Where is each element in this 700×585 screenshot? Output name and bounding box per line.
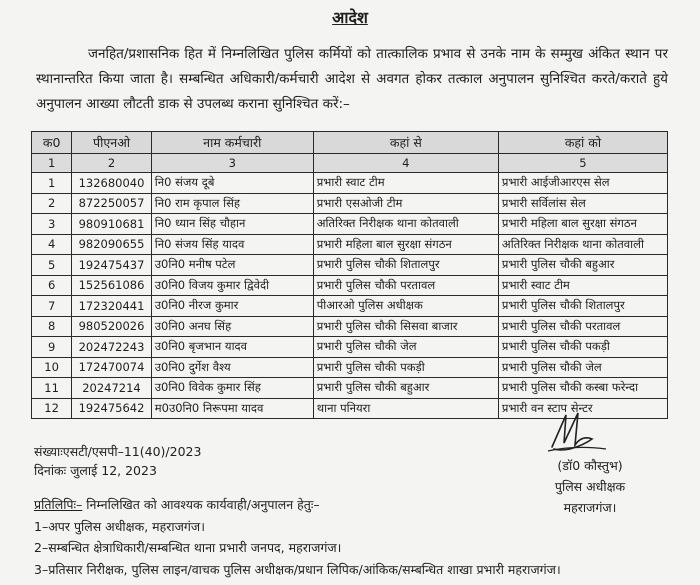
row-employee-name: नि0 संजय दूबे	[151, 173, 313, 194]
table-body	[32, 173, 668, 419]
row-pno: 202472243	[72, 337, 152, 358]
row-serial: 5	[32, 255, 72, 276]
row-serial: 1	[32, 173, 72, 194]
row-employee-name: उ0नि0 अनघ सिंह	[151, 316, 313, 337]
row-pno: 980910681	[72, 214, 152, 235]
table-row	[32, 193, 668, 214]
row-employee-name: उ0नि0 नीरज कुमार	[151, 296, 313, 317]
row-serial: 9	[32, 337, 72, 358]
row-from-post: थाना पनियरा	[313, 398, 498, 419]
row-to-post: प्रभारी वन स्टाप सेन्टर	[498, 398, 667, 419]
row-employee-name: नि0 ध्यान सिंह चौहान	[151, 214, 313, 235]
column-number: 2	[72, 154, 152, 173]
copy-item: 3–प्रतिसार निरीक्षक, पुलिस लाइन/वाचक पुलिस अधीक्षक/प्रधान लिपिक/आंकिक/सम्बन्धित शाखा प्रभारी महराजगंज।	[34, 561, 561, 577]
row-from-post: प्रभारी एसओजी टीम	[313, 193, 498, 214]
row-pno: 192475437	[72, 255, 152, 276]
row-pno: 172470074	[72, 357, 152, 378]
row-from-post: प्रभारी स्वाट टीम	[313, 173, 498, 194]
row-pno: 132680040	[72, 173, 152, 194]
signatory-designation: पुलिस अधीक्षक	[554, 479, 626, 494]
copy-heading-line	[34, 494, 561, 516]
row-to-post: प्रभारी पुलिस चौकी शितालपुर	[498, 296, 667, 317]
row-employee-name: उ0नि0 दुर्गेश वैश्य	[151, 357, 313, 378]
column-number: 5	[498, 154, 667, 173]
table-row	[32, 255, 668, 276]
row-from-post: प्रभारी महिला बाल सुरक्षा संगठन	[313, 234, 498, 255]
row-employee-name: नि0 राम कृपाल सिंह	[151, 193, 313, 214]
column-number: 1	[32, 154, 72, 173]
row-to-post: अतिरिक्त निरीक्षक थाना कोतवाली	[498, 234, 667, 255]
reference-number: संख्याःएसटी/एसपी–11(40)/2023	[34, 444, 202, 459]
row-from-post: प्रभारी पुलिस चौकी शितालपुर	[313, 255, 498, 276]
row-to-post: प्रभारी महिला बाल सुरक्षा संगठन	[498, 214, 667, 235]
table-row	[32, 357, 668, 378]
table-row	[32, 234, 668, 255]
table-row	[32, 214, 668, 235]
reference-block	[34, 442, 201, 480]
order-title: आदेश	[332, 8, 368, 27]
header-serial: क0	[32, 132, 72, 154]
table-row	[32, 296, 668, 317]
table-row	[32, 275, 668, 296]
reference-date: दिनांकः जुलाई 12, 2023	[34, 463, 157, 478]
table-header-row	[32, 132, 668, 154]
copy-to-block	[34, 494, 561, 580]
column-number: 3	[151, 154, 313, 173]
header-pno: पीएनओ	[72, 132, 152, 154]
row-to-post: प्रभारी पुलिस चौकी पकड़ी	[498, 337, 667, 358]
row-from-post: प्रभारी पुलिस चौकी बहुआर	[313, 378, 498, 399]
header-name: नाम कर्मचारी	[151, 132, 313, 154]
row-serial: 4	[32, 234, 72, 255]
row-pno: 20247214	[72, 378, 152, 399]
row-employee-name: म0उ0नि0 निरूपमा यादव	[151, 398, 313, 419]
signatory-place: महराजगंज।	[563, 500, 617, 515]
row-from-post: अतिरिक्त निरीक्षक थाना कोतवाली	[313, 214, 498, 235]
header-to: कहां को	[498, 132, 667, 154]
row-to-post: प्रभारी सर्विलांस सेल	[498, 193, 667, 214]
handwritten-signature	[530, 405, 620, 455]
row-serial: 2	[32, 193, 72, 214]
row-employee-name: उ0नि0 विजय कुमार द्विवेदी	[151, 275, 313, 296]
row-serial: 10	[32, 357, 72, 378]
table-number-row	[32, 154, 668, 173]
column-number: 4	[313, 154, 498, 173]
transfer-table	[31, 131, 668, 419]
row-employee-name: नि0 संजय सिंह यादव	[151, 234, 313, 255]
row-to-post: प्रभारी पुलिस चौकी परतावल	[498, 316, 667, 337]
row-pno: 980520026	[72, 316, 152, 337]
row-serial: 3	[32, 214, 72, 235]
row-from-post: प्रभारी पुलिस चौकी जेल	[313, 337, 498, 358]
copy-heading: प्रतिलिपिः–	[34, 497, 83, 512]
row-serial: 8	[32, 316, 72, 337]
row-employee-name: उ0नि0 विवेक कुमार सिंह	[151, 378, 313, 399]
intro-paragraph: जनहित/प्रशासनिक हित में निम्नलिखित पुलिस कर्मियों को तात्कालिक प्रभाव से उनके नाम के सम्मुख अंकित स्थान पर स्थानान्तरित किया जाता है। सम्बन्धित अधिकारी/कर्मचारी आदेश से अवगत होकर तत्काल अनुपालन सुनिश्चित करते/कराते हुये अनुपालन आख्या लौटती डाक से उपलब्ध कराना सुनिश्चित करें:–	[36, 46, 668, 112]
copy-item: 1–अपर पुलिस अधीक्षक, महराजगंज।	[34, 518, 205, 534]
row-pno: 172320441	[72, 296, 152, 317]
row-from-post: पीआरओ पुलिस अधीक्षक	[313, 296, 498, 317]
table-row	[32, 378, 668, 399]
copy-item: 2–सम्बन्धित क्षेत्राधिकारी/सम्बन्धित थाना प्रभारी जनपद, महराजगंज।	[34, 540, 342, 555]
table-row	[32, 173, 668, 194]
row-pno: 192475642	[72, 398, 152, 419]
row-serial: 11	[32, 378, 72, 399]
copy-heading-rest: निम्नलिखित को आवश्यक कार्यवाही/अनुपालन हेतुः–	[82, 497, 320, 512]
signatory-name: (डॉ0 कौस्तुभ)	[557, 458, 623, 473]
row-to-post: प्रभारी स्वाट टीम	[498, 275, 667, 296]
row-from-post: प्रभारी पुलिस चौकी सिसवा बाजार	[313, 316, 498, 337]
row-employee-name: उ0नि0 मनीष पटेल	[151, 255, 313, 276]
row-employee-name: उ0नि0 बृजभान यादव	[151, 337, 313, 358]
table-row	[32, 337, 668, 358]
row-to-post: प्रभारी पुलिस चौकी जेल	[498, 357, 667, 378]
row-pno: 982090655	[72, 234, 152, 255]
row-from-post: प्रभारी पुलिस चौकी पकड़ी	[313, 357, 498, 378]
row-to-post: प्रभारी आईजीआरएस सेल	[498, 173, 667, 194]
header-from: कहां से	[313, 132, 498, 154]
row-to-post: प्रभारी पुलिस चौकी कस्बा फरेन्दा	[498, 378, 667, 399]
row-pno: 152561086	[72, 275, 152, 296]
row-serial: 6	[32, 275, 72, 296]
row-from-post: प्रभारी पुलिस चौकी परतावल	[313, 275, 498, 296]
row-pno: 872250057	[72, 193, 152, 214]
table-row	[32, 316, 668, 337]
row-serial: 7	[32, 296, 72, 317]
row-to-post: प्रभारी पुलिस चौकी बहुआर	[498, 255, 667, 276]
row-serial: 12	[32, 398, 72, 419]
